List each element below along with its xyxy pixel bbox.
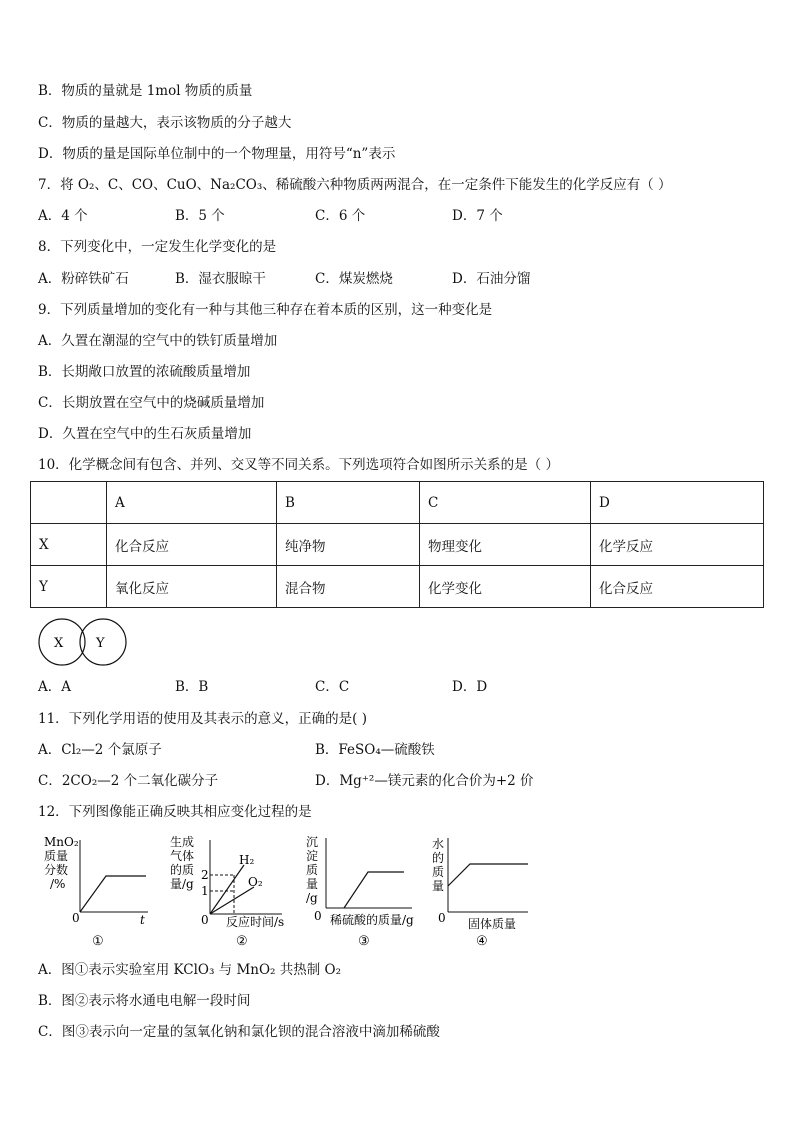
table-cell: 化学变化 (420, 566, 591, 608)
graph-2 (168, 832, 293, 950)
q12-option-b: B．图②表示将水通电电解一段时间 (38, 993, 251, 1009)
q12-option-a: A．图①表示实验室用 KClO₃ 与 MnO₂ 共热制 O₂ (38, 962, 342, 978)
table-cell: D (591, 482, 764, 524)
graph-2-ylabel: 量/g (170, 877, 194, 891)
graph-2-tick-2: 2 (201, 868, 209, 882)
q7-option-c: C．6 个 (315, 208, 366, 224)
graph-2-xlabel: 反应时间/s (226, 915, 285, 929)
q11-option-b: B．FeSO₄—硫酸铁 (315, 742, 435, 758)
q9-option-d: D．久置在空气中的生石灰质量增加 (38, 426, 252, 442)
q11-stem: 11．下列化学用语的使用及其表示的意义，正确的是( ) (38, 711, 368, 727)
table-cell: 物理变化 (420, 524, 591, 566)
graph-1-ylabel: 分数 (44, 863, 69, 877)
q9-option-a: A．久置在潮湿的空气中的铁钉质量增加 (38, 333, 278, 349)
graph-2-series-h2: H₂ (239, 853, 255, 867)
graph-3-ylabel: 质 (306, 863, 319, 877)
table-cell: 化合反应 (591, 566, 764, 608)
graph-2-tick-1: 1 (201, 884, 209, 898)
venn-diagram (38, 618, 133, 668)
q8-option-a: A．粉碎铁矿石 (38, 271, 129, 287)
graph-2-ylabel: 的质 (170, 863, 195, 877)
venn-label-x: X (54, 636, 64, 651)
table-cell (31, 482, 107, 524)
q11-option-c: C．2CO₂—2 个二氧化碳分子 (38, 773, 219, 789)
graph-2-series-o2: O₂ (248, 875, 263, 889)
q7-stem: 7．将 O₂、C、CO、CuO、Na₂CO₃、稀硫酸六种物质两两混合，在一定条件下能发生的化学反应有（ ） (38, 177, 672, 193)
q7-option-a: A．4 个 (38, 208, 88, 224)
graph-3-curve (344, 872, 404, 908)
graph-1-ylabel: 质量 (44, 849, 69, 863)
graph-2-number: ② (236, 934, 248, 949)
graph-3-ylabel: /g (306, 891, 318, 905)
table-cell: B (277, 482, 420, 524)
graph-1-ylabel: MnO₂ (44, 835, 79, 849)
table-cell: X (31, 524, 107, 566)
q9-option-c: C．长期放置在空气中的烧碱质量增加 (38, 395, 265, 411)
graph-1-xlabel: t (140, 913, 145, 927)
q7-option-b: B．5 个 (175, 208, 225, 224)
q12-option-c: C．图③表示向一定量的氢氧化钠和氯化钡的混合溶液中滴加稀硫酸 (38, 1024, 440, 1040)
venn-label-y: Y (96, 636, 105, 651)
table-row (31, 524, 764, 566)
table-cell: 化学反应 (591, 524, 764, 566)
graph-3-ylabel: 沉 (306, 835, 319, 849)
graph-1-number: ① (92, 934, 104, 949)
q6-option-b: B．物质的量就是 1mol 物质的质量 (38, 83, 253, 99)
q8-option-c: C．煤炭燃烧 (315, 271, 393, 287)
graph-4-origin: 0 (438, 911, 446, 925)
table-cell: 氧化反应 (107, 566, 277, 608)
graph-2-line-h2 (210, 865, 244, 914)
q8-option-d: D．石油分馏 (452, 271, 531, 287)
graph-4-xlabel: 固体质量 (468, 917, 517, 931)
graph-1-origin: 0 (72, 911, 80, 925)
graph-3-ylabel: 淀 (306, 849, 319, 863)
q9-stem: 9．下列质量增加的变化有一种与其他三种存在着本质的区别，这一种变化是 (38, 302, 493, 318)
table-row (31, 482, 764, 524)
graph-4-ylabel: 量 (432, 879, 445, 893)
q10-table (30, 481, 764, 608)
graph-3-ylabel: 量 (306, 877, 319, 891)
graph-3-xlabel: 稀硫酸的质量/g (330, 913, 414, 927)
q7-option-d: D．7 个 (452, 208, 503, 224)
graph-2-ylabel: 生成 (170, 835, 195, 849)
graph-1-curve (80, 876, 146, 912)
graph-4-ylabel: 质 (432, 865, 445, 879)
graph-4-number: ④ (476, 934, 488, 949)
q10-stem: 10．化学概念间有包含、并列、交叉等不同关系。下列选项符合如图所示关系的是（ ） (38, 457, 559, 473)
q10-option-d: D．D (452, 679, 488, 695)
graph-4-curve (448, 864, 528, 886)
table-cell: 混合物 (277, 566, 420, 608)
table-cell: 纯净物 (277, 524, 420, 566)
graph-1 (40, 832, 160, 950)
q10-option-a: A．A (38, 679, 71, 695)
q9-option-b: B．长期敞口放置的浓硫酸质量增加 (38, 364, 251, 380)
graph-4-ylabel: 水 (432, 837, 445, 851)
graph-4-ylabel: 的 (432, 851, 445, 865)
table-row (31, 566, 764, 608)
q12-stem: 12．下列图像能正确反映其相应变化过程的是 (38, 804, 312, 820)
q10-option-c: C．C (315, 679, 350, 695)
q8-option-b: B．湿衣服晾干 (175, 271, 266, 287)
q11-option-d: D．Mg⁺²—镁元素的化合价为+2 价 (315, 773, 534, 789)
table-cell: A (107, 482, 277, 524)
graph-4 (428, 832, 538, 950)
q8-stem: 8．下列变化中，一定发生化学变化的是 (38, 239, 277, 255)
table-cell: 化合反应 (107, 524, 277, 566)
table-cell: Y (31, 566, 107, 608)
q10-option-b: B．B (175, 679, 209, 695)
graph-2-ylabel: 气体 (170, 849, 195, 863)
q6-option-c: C．物质的量越大，表示该物质的分子越大 (38, 115, 292, 131)
q6-option-d: D．物质的量是国际单位制中的一个物理量，用符号“n”表示 (38, 146, 396, 162)
table-cell: C (420, 482, 591, 524)
graph-3 (300, 832, 425, 950)
graph-1-ylabel: /% (50, 877, 66, 891)
graph-3-origin: 0 (314, 909, 322, 923)
graph-2-origin: 0 (201, 913, 209, 927)
graph-3-number: ③ (358, 934, 370, 949)
q11-option-a: A．Cl₂—2 个氯原子 (38, 742, 162, 758)
